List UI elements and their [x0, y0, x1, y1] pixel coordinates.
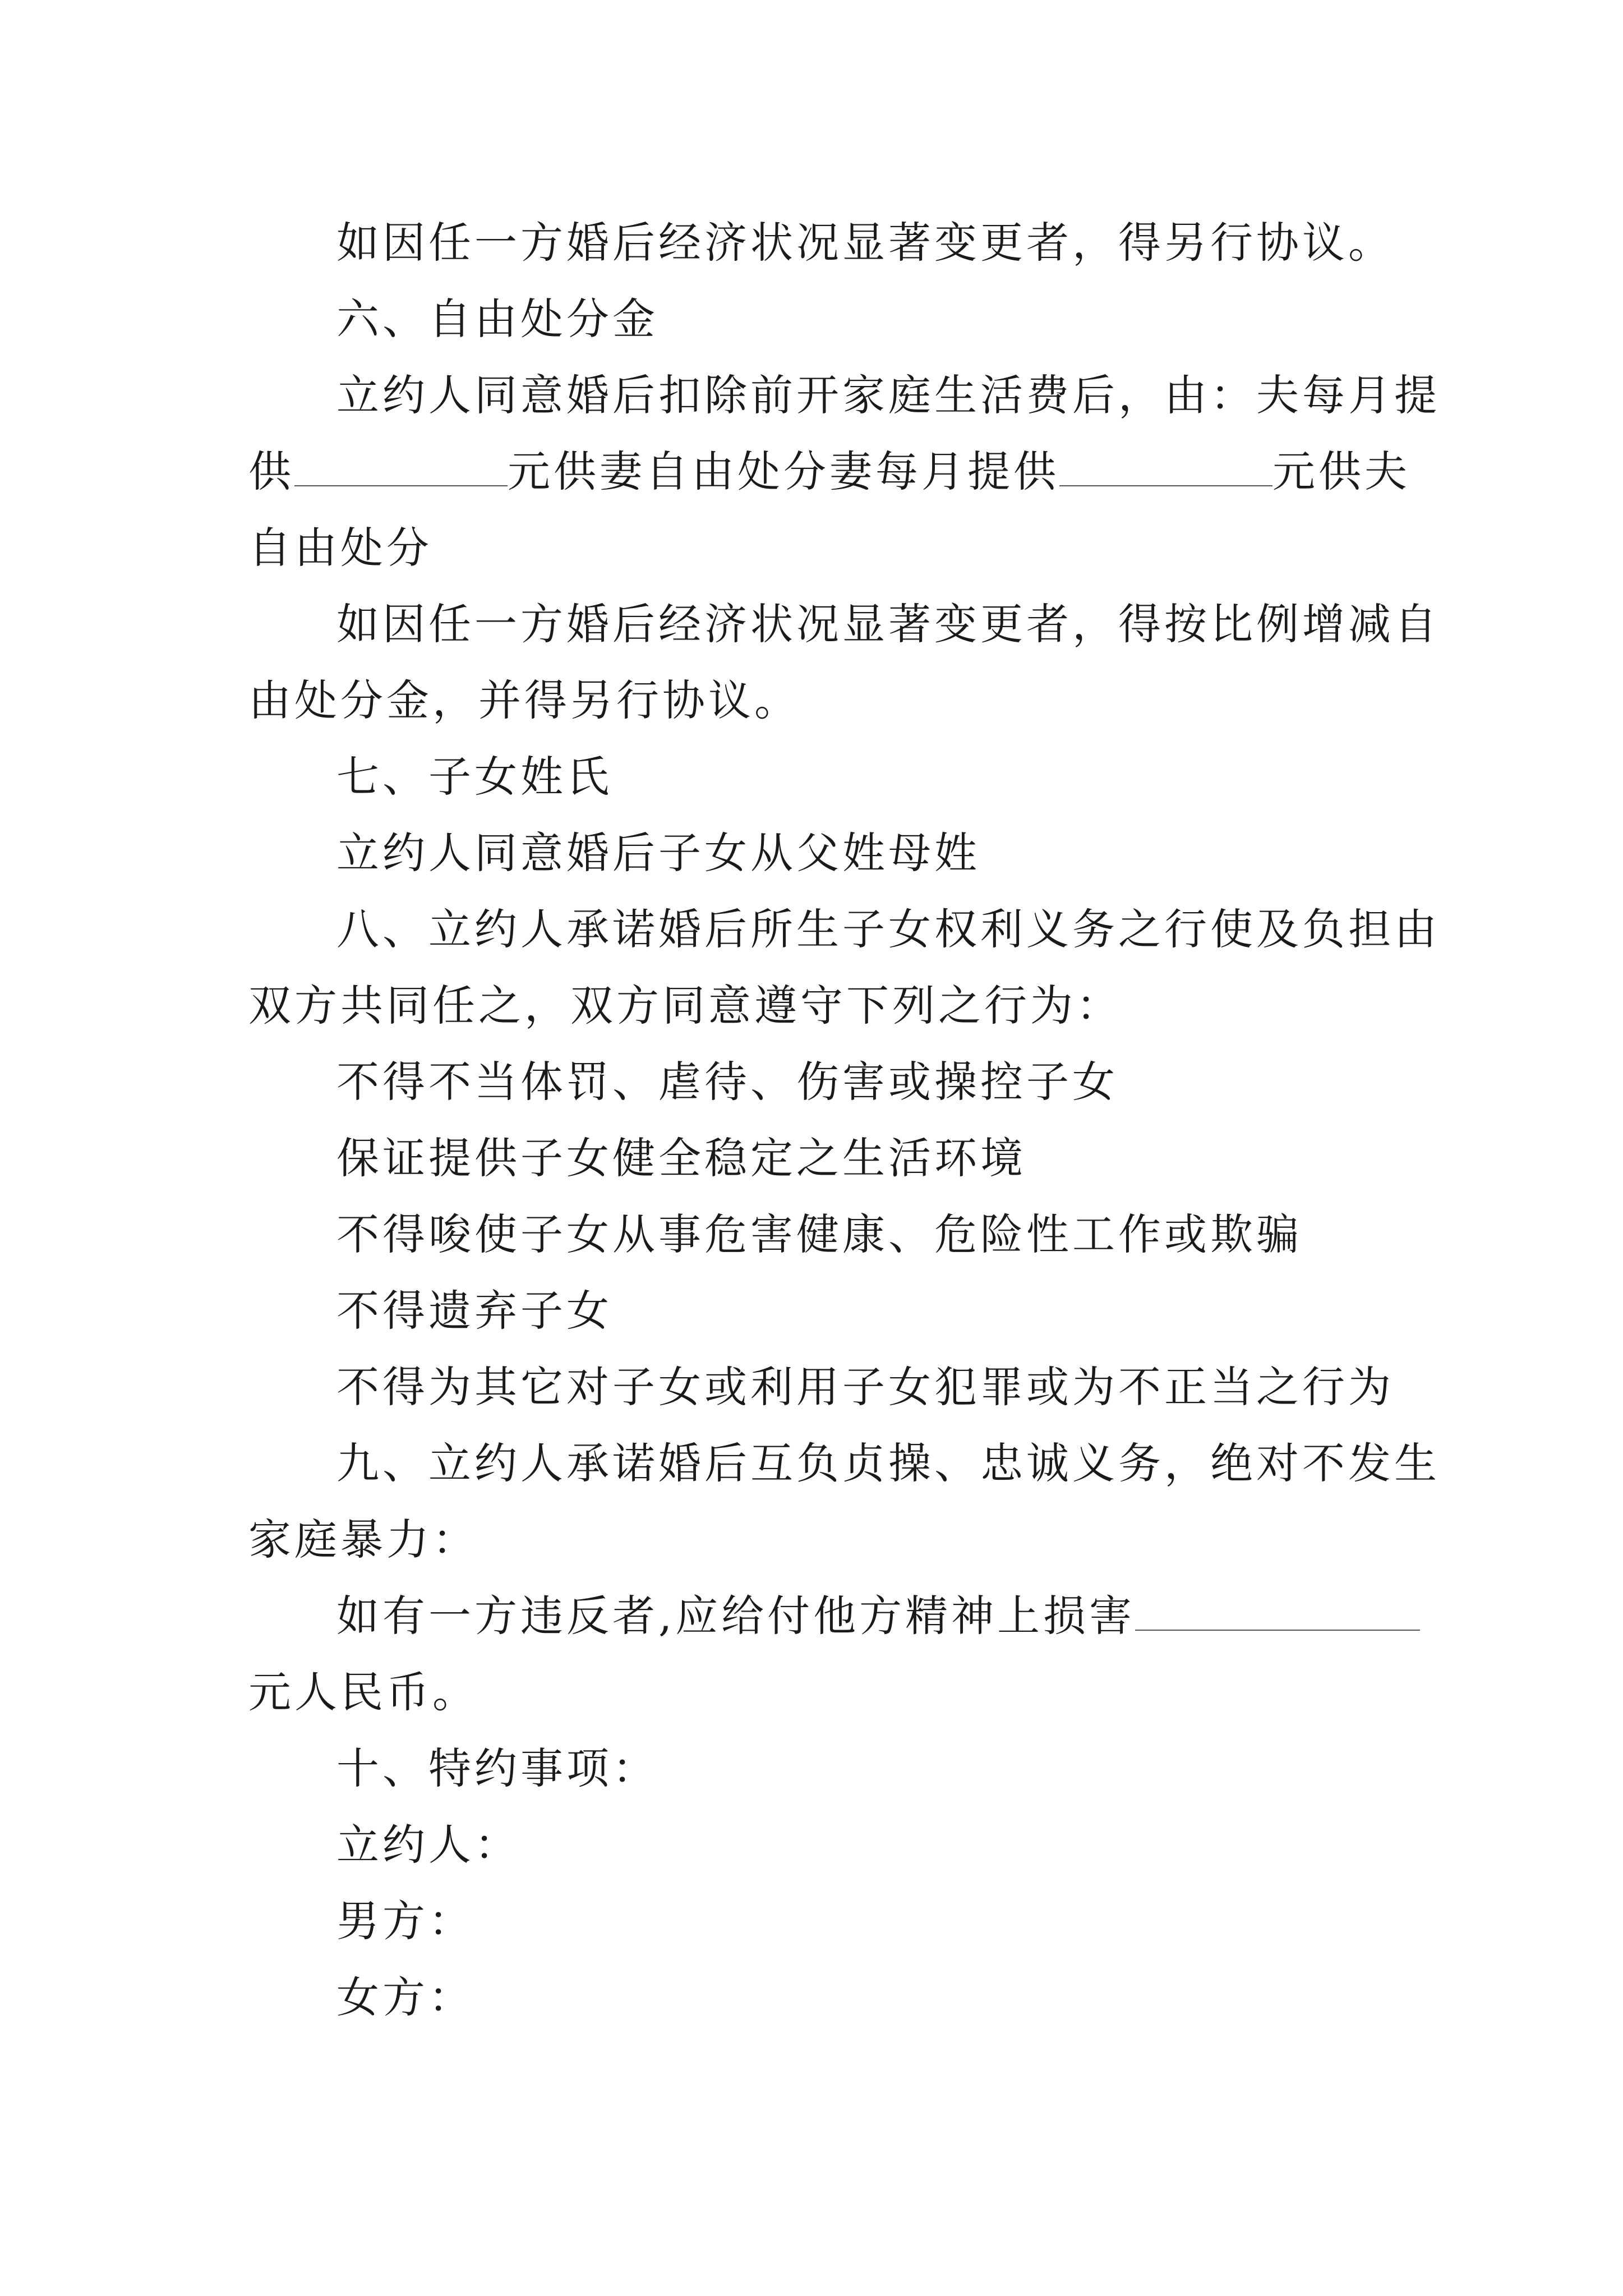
section-heading-children-surname	[248, 739, 1393, 815]
paragraph-discretionary-fund-line2	[248, 434, 1410, 510]
section-heading-special-terms	[248, 1731, 1393, 1807]
document-body	[248, 205, 1440, 2036]
blank-husband-amount[interactable]	[294, 450, 508, 486]
paragraph-compensation-line2	[248, 1654, 1393, 1731]
paragraph-text: 元人民币。	[248, 1667, 478, 1717]
section-heading-fidelity-line1	[248, 1425, 1440, 1502]
paragraph-text: 如因任一方婚后经济状况显著变更者，得按比例增减自	[336, 599, 1440, 649]
list-item-text: 保证提供子女健全稳定之生活环境	[336, 1133, 1026, 1183]
paragraph-proportional-change-line1	[248, 586, 1440, 662]
heading-text: 双方共同任之，双方同意遵守下列之行为：	[248, 981, 1122, 1030]
section-heading-fidelity-line2	[248, 1502, 1393, 1578]
paragraph-text: 供	[248, 447, 294, 496]
blank-compensation-amount[interactable]	[1135, 1595, 1420, 1631]
paragraph-economic-change	[248, 205, 1393, 281]
section-heading-discretionary-fund	[248, 281, 1393, 357]
paragraph-text: 由处分金，并得另行协议。	[248, 675, 800, 725]
paragraph-text: 元供妻自由处分妻每月提供	[508, 447, 1059, 496]
heading-text: 八、立约人承诺婚后所生子女权利义务之行使及负担由	[336, 904, 1440, 954]
heading-text: 家庭暴力：	[248, 1515, 478, 1565]
list-item-no-crime	[248, 1349, 1393, 1425]
paragraph-text: 立约人同意婚后扣除前开家庭生活费后，由：夫每月提	[336, 370, 1440, 420]
paragraph-text: 如因任一方婚后经济状况显著变更者，得另行协议。	[336, 218, 1394, 268]
signature-label-parties	[248, 1807, 1393, 1883]
label-text: 女方：	[336, 1972, 474, 2022]
section-heading-children-rights-line1	[248, 891, 1440, 968]
heading-text: 七、子女姓氏	[336, 752, 612, 802]
paragraph-text: 立约人同意婚后子女从父姓母姓	[336, 828, 980, 878]
list-item-text: 不得为其它对子女或利用子女犯罪或为不正当之行为	[336, 1362, 1394, 1412]
list-item-stable-environment	[248, 1120, 1393, 1197]
paragraph-text: 如有一方违反者,应给付他方精神上损害	[336, 1591, 1136, 1641]
paragraph-text: 自由处分	[248, 523, 432, 573]
paragraph-text: 元供夫	[1272, 447, 1410, 496]
paragraph-discretionary-fund-line1	[248, 357, 1440, 434]
paragraph-discretionary-fund-line3	[248, 510, 1393, 586]
list-item-text: 不得不当体罚、虐待、伤害或操控子女	[336, 1057, 1118, 1107]
section-heading-children-rights-line2	[248, 968, 1393, 1044]
list-item-no-abuse	[248, 1044, 1393, 1120]
list-item-no-abandonment	[248, 1273, 1393, 1349]
paragraph-proportional-change-line2	[248, 662, 1393, 739]
heading-text: 十、特约事项：	[336, 1743, 658, 1793]
list-item-text: 不得遗弃子女	[336, 1286, 612, 1336]
label-text: 立约人：	[336, 1820, 520, 1870]
blank-wife-amount[interactable]	[1059, 450, 1272, 486]
label-text: 男方：	[336, 1896, 474, 1946]
signature-label-male	[248, 1883, 1393, 1959]
paragraph-children-surname	[248, 815, 1393, 891]
heading-text: 九、立约人承诺婚后互负贞操、忠诚义务，绝对不发生	[336, 1438, 1440, 1488]
heading-text: 六、自由处分金	[336, 294, 658, 344]
paragraph-compensation-line1	[248, 1578, 1393, 1654]
list-item-no-dangerous-work	[248, 1197, 1393, 1273]
list-item-text: 不得唆使子女从事危害健康、危险性工作或欺骗	[336, 1209, 1302, 1259]
signature-label-female	[248, 1959, 1393, 2036]
